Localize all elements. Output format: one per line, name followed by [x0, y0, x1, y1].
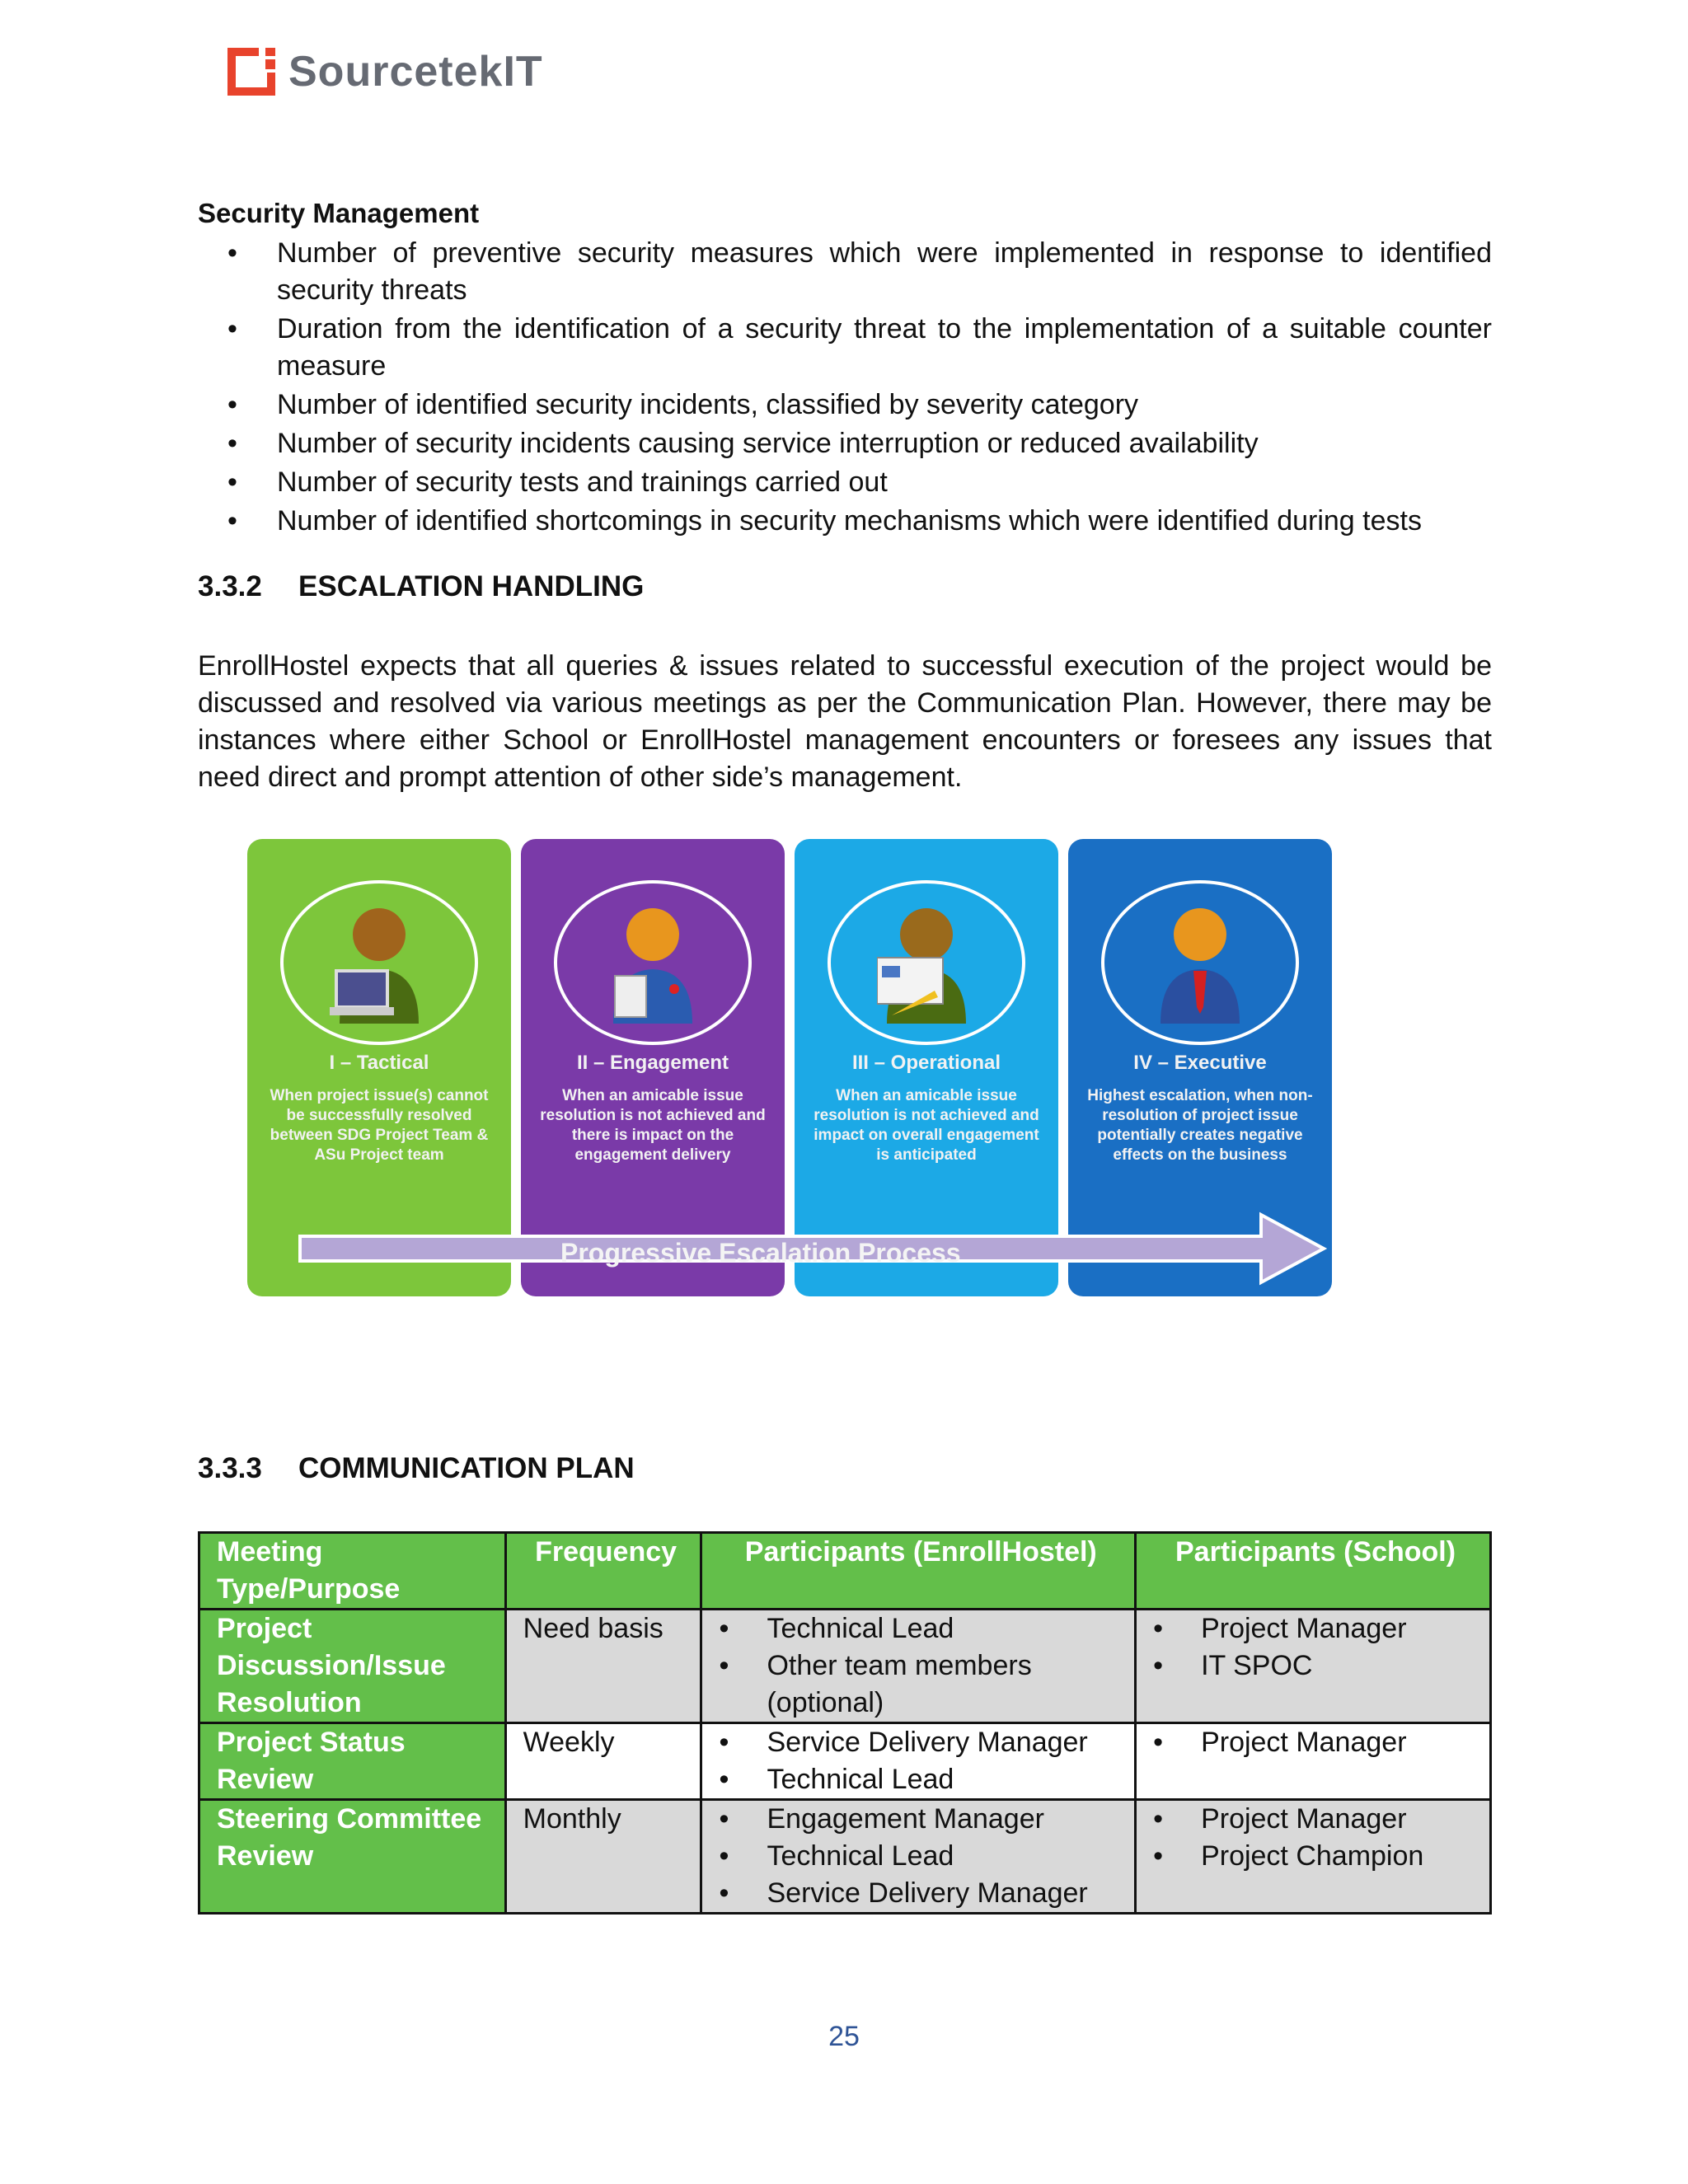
section-number: 3.3.2 — [198, 570, 262, 602]
meeting-type-cell: Project Status Review — [199, 1723, 506, 1800]
executive-person-icon — [1151, 900, 1250, 1024]
security-management-title: Security Management — [198, 198, 480, 228]
panel-description: When an amicable issue resolution is not achieved and impact on overall engagement is anticipated — [814, 1087, 1039, 1164]
panel-description: When an amicable issue resolution is not achieved and there is impact on the engagement delivery — [540, 1087, 766, 1164]
person-with-board-icon — [877, 900, 976, 1024]
person-with-clipboard-icon — [603, 900, 702, 1024]
escalation-paragraph: EnrollHostel expects that all queries & issues related to successful execution of the project would be discussed and resolved via various meetings as per the Communication Plan. However, there may be instances where either School or EnrollHostel management encounters or foresees any issues that need direct and prompt attention of other side’s management. — [198, 650, 1492, 793]
list-item: • Other team members (optional) — [719, 1647, 1123, 1722]
list-item: • Technical Lead — [719, 1610, 1123, 1647]
person-with-computer-icon — [330, 900, 429, 1024]
list-item: • Service Delivery Manager — [719, 1875, 1123, 1912]
list-item: • Project Champion — [1153, 1838, 1478, 1875]
panel-title: II – Engagement — [576, 1052, 729, 1074]
panel-description: When project issue(s) cannot be successfully resolved between SDG Project Team & ASu Project team — [270, 1087, 489, 1164]
column-header: Frequency — [505, 1533, 701, 1610]
enrollhostel-participants-cell — [701, 1610, 1136, 1723]
list-item: • Number of security tests and trainings carried out — [198, 464, 1492, 501]
panel-description: Highest escalation, when non-resolution of project issue potentially creates negative effects on the business — [1087, 1087, 1313, 1164]
list-item: • Number of preventive security measures which were implemented in response to identified security threats — [198, 235, 1492, 309]
logo-mark-icon — [224, 45, 279, 99]
arrow-label: Progressive Escalation Process — [560, 1238, 961, 1268]
table-row — [199, 1800, 1491, 1914]
section-title: ESCALATION HANDLING — [298, 570, 645, 602]
list-item: • Project Manager — [1153, 1801, 1478, 1838]
column-header: Participants (EnrollHostel) — [701, 1533, 1136, 1610]
list-item: • Project Manager — [1153, 1724, 1478, 1761]
frequency-cell: Weekly — [505, 1723, 701, 1800]
panel-title: I – Tactical — [329, 1052, 429, 1074]
column-header: Participants (School) — [1136, 1533, 1491, 1610]
list-item: • Service Delivery Manager — [719, 1724, 1123, 1761]
panel-title: IV – Executive — [1133, 1052, 1267, 1074]
list-item: • Number of identified shortcomings in security mechanisms which were identified during tests — [198, 503, 1492, 540]
school-participants-cell — [1136, 1723, 1491, 1800]
escalation-diagram — [247, 839, 1345, 1296]
enrollhostel-participants-cell — [701, 1800, 1136, 1914]
list-item: • Duration from the identification of a security threat to the implementation of a suitable counter measure — [198, 311, 1492, 385]
company-logo — [224, 43, 543, 101]
enrollhostel-participants-cell — [701, 1723, 1136, 1800]
table-header-row — [199, 1533, 1491, 1610]
frequency-cell: Monthly — [505, 1800, 701, 1914]
list-item: • Project Manager — [1153, 1610, 1478, 1647]
executive-portrait — [1101, 880, 1299, 1045]
frequency-cell: Need basis — [505, 1610, 701, 1723]
security-metrics-list — [198, 235, 1492, 541]
logo-text: SourcetekIT — [288, 48, 543, 96]
communication-plan-table — [198, 1531, 1492, 1915]
tactical-portrait — [280, 880, 478, 1045]
page-number: 25 — [828, 2021, 860, 2052]
meeting-type-cell: Steering Committee Review — [199, 1800, 506, 1914]
list-item: • Technical Lead — [719, 1838, 1123, 1875]
school-participants-cell — [1136, 1800, 1491, 1914]
engagement-portrait — [554, 880, 752, 1045]
table-row — [199, 1610, 1491, 1723]
panel-title: III – Operational — [851, 1052, 1001, 1074]
list-item: • Number of identified security incidents, classified by severity category — [198, 387, 1492, 424]
communication-heading — [198, 1452, 635, 1485]
section-title: COMMUNICATION PLAN — [298, 1452, 635, 1484]
school-participants-cell — [1136, 1610, 1491, 1723]
section-number: 3.3.3 — [198, 1452, 262, 1484]
meeting-type-cell: Project Discussion/Issue Resolution — [199, 1610, 506, 1723]
list-item: • Number of security incidents causing service interruption or reduced availability — [198, 425, 1492, 462]
list-item: • Technical Lead — [719, 1761, 1123, 1798]
column-header: Meeting Type/Purpose — [199, 1533, 506, 1610]
operational-portrait — [828, 880, 1025, 1045]
escalation-heading — [198, 570, 644, 603]
list-item: • Engagement Manager — [719, 1801, 1123, 1838]
list-item: • IT SPOC — [1153, 1647, 1478, 1685]
table-row — [199, 1723, 1491, 1800]
